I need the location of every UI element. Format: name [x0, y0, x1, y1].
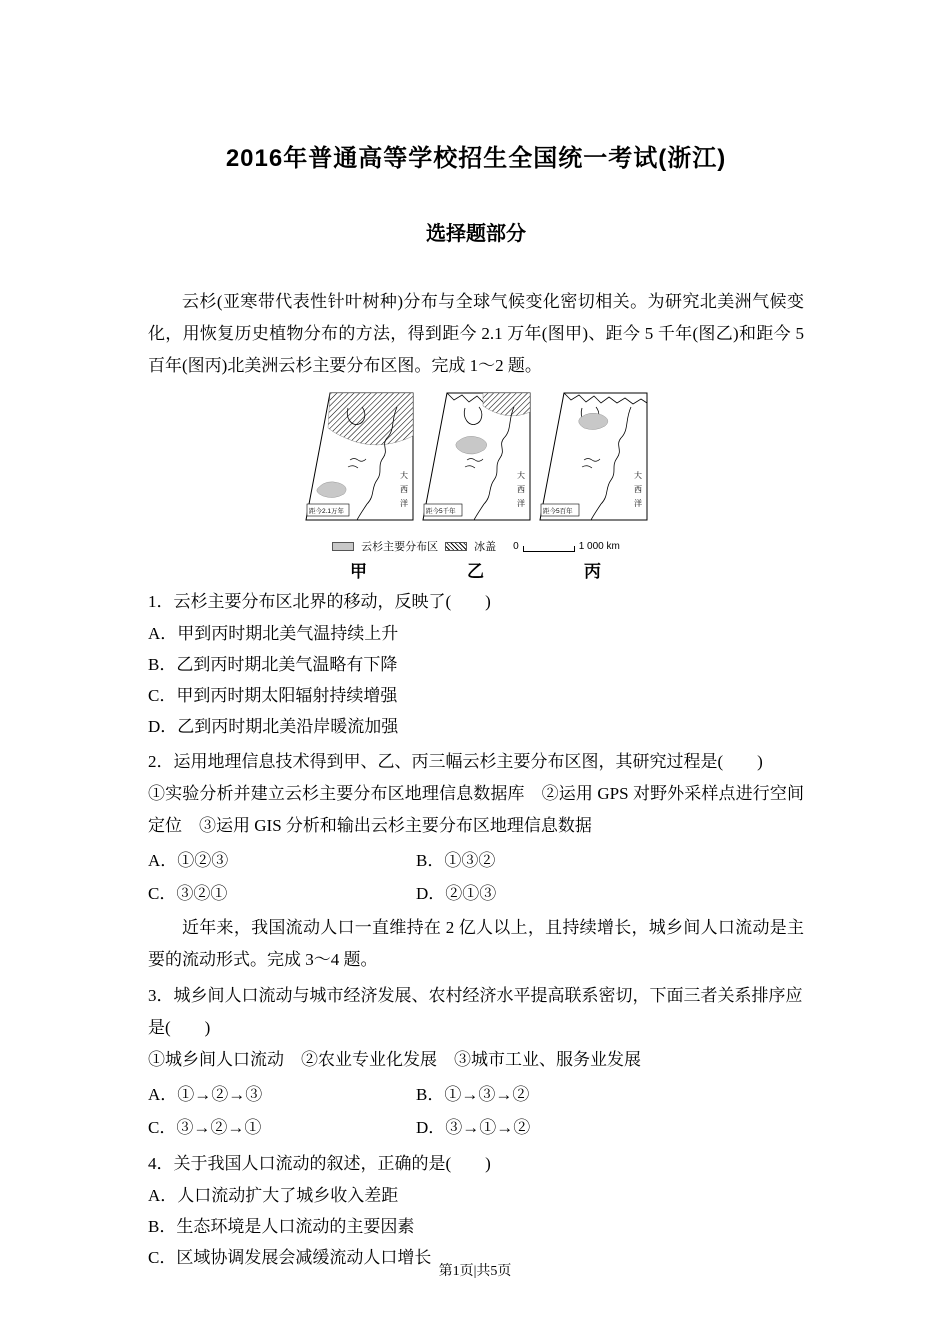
map-figure: [300, 390, 652, 582]
great-lakes: [582, 459, 600, 469]
map-panel-bing: [534, 390, 651, 536]
panel-caption-jia: 甲: [350, 562, 367, 581]
ocean-label-char: 西: [400, 485, 408, 494]
question-2-items: ①实验分析并建立云杉主要分布区地理信息数据库 ②运用 GPS 对野外采样点进行空间定位 ③运用 GIS 分析和输出云杉主要分布区地理信息数据: [148, 784, 804, 835]
question-1-option-b: B．乙到丙时期北美气温略有下降: [148, 655, 398, 674]
legend-ice-label: 冰盖: [474, 541, 497, 553]
question-3-option-c: C．③→②→①: [148, 1118, 262, 1137]
ocean-label-char: 大: [634, 471, 642, 480]
ocean-label-char: 洋: [634, 499, 642, 508]
ice-sheet-area: [328, 393, 413, 445]
map-panel-yi: [417, 390, 534, 536]
great-lakes: [348, 459, 366, 469]
ocean-label-char: 大: [517, 471, 525, 480]
question-1: [148, 586, 804, 742]
intro-paragraph-2: 近年来，我国流动人口一直维持在 2 亿人以上，且持续增长，城乡间人口流动是主要的流动形式。完成 3～4 题。: [148, 918, 804, 969]
scale-zero-label: 0: [513, 540, 519, 552]
scale-distance-label: 1 000 km: [578, 540, 620, 552]
map-panel-jia: [300, 390, 417, 536]
question-4-option-c: C．区域协调发展会减缓流动人口增长: [148, 1248, 432, 1267]
ocean-label-char: 洋: [517, 499, 525, 508]
question-1-stem: 1．云杉主要分布区北界的移动，反映了( ): [148, 592, 491, 611]
scale-bar-line: [523, 546, 575, 552]
hudson-bay: [464, 407, 482, 425]
panel-caption-bing: 丙: [584, 562, 601, 581]
ice-sheet-area: [483, 393, 530, 416]
question-3-items: ①城乡间人口流动 ②农业专业化发展 ③城市工业、服务业发展: [148, 1050, 641, 1069]
question-3: [148, 980, 804, 1144]
question-2-option-a: A．①②③: [148, 851, 229, 870]
question-4-option-b: B．生态环境是人口流动的主要因素: [148, 1217, 415, 1236]
panel-tag-label: 距今5千年: [426, 508, 456, 515]
question-2-options: [148, 844, 804, 910]
question-1-option-d: D．乙到丙时期北美沿岸暖流加强: [148, 717, 399, 736]
question-3-stem: 3．城乡间人口流动与城市经济发展、农村经济水平提高联系密切，下面三者关系排序应是( ): [148, 986, 803, 1037]
spruce-area: [579, 413, 608, 430]
legend-spruce-swatch: [332, 542, 354, 551]
spruce-area: [317, 482, 346, 498]
arctic-coastline: [564, 393, 647, 404]
map-legend: [300, 538, 652, 554]
question-3-option-b: B．①→③→②: [416, 1085, 530, 1104]
panel-tag-label: 距今5百年: [543, 508, 573, 515]
question-4: [148, 1148, 804, 1273]
question-4-option-a: A．人口流动扩大了城乡收入差距: [148, 1186, 399, 1205]
ocean-label-char: 大: [400, 471, 408, 480]
ocean-label-char: 洋: [400, 499, 408, 508]
question-3-options: [148, 1078, 804, 1144]
question-2: [148, 746, 804, 910]
section-title: 选择题部分: [426, 223, 526, 245]
question-4-stem: 4．关于我国人口流动的叙述，正确的是( ): [148, 1154, 491, 1173]
panel-tag-label: 距今2.1万年: [309, 508, 345, 515]
panel-captions: [300, 557, 652, 582]
ocean-label-char: 西: [517, 485, 525, 494]
page-number: 第1页|共5页: [438, 1264, 512, 1279]
legend-ice-swatch: [445, 542, 467, 551]
scale-bar: [513, 541, 620, 552]
map-panels: [300, 390, 652, 536]
spruce-area: [456, 436, 487, 454]
question-1-option-c: C．甲到丙时期太阳辐射持续增强: [148, 686, 398, 705]
intro-paragraph-1: 云杉(亚寒带代表性针叶树种)分布与全球气候变化密切相关。为研究北美洲气候变化，用恢复历史植物分布的方法，得到距今 2.1 万年(图甲)、距今 5 千年(图乙)和距今 5 百年(图丙)北美洲云杉主要分布区图。完成 1～2 题。: [148, 292, 804, 375]
panel-caption-yi: 乙: [467, 562, 484, 581]
question-1-option-a: A．甲到丙时期北美气温持续上升: [148, 624, 399, 643]
great-lakes: [465, 459, 483, 469]
map-border: [540, 393, 647, 520]
question-3-option-d: D．③→①→②: [416, 1118, 531, 1137]
question-3-option-a: A．①→②→③: [148, 1085, 263, 1104]
east-coastline: [474, 407, 514, 520]
question-2-option-b: B．①③②: [416, 851, 496, 870]
legend-spruce-label: 云杉主要分布区: [361, 541, 439, 553]
page-title: 2016年普通高等学校招生全国统一考试(浙江): [225, 145, 727, 172]
question-2-option-c: C．③②①: [148, 884, 228, 903]
question-2-option-d: D．②①③: [416, 884, 497, 903]
ocean-label-char: 西: [634, 485, 642, 494]
question-2-stem: 2．运用地理信息技术得到甲、乙、丙三幅云杉主要分布区图，其研究过程是( ): [148, 752, 763, 771]
